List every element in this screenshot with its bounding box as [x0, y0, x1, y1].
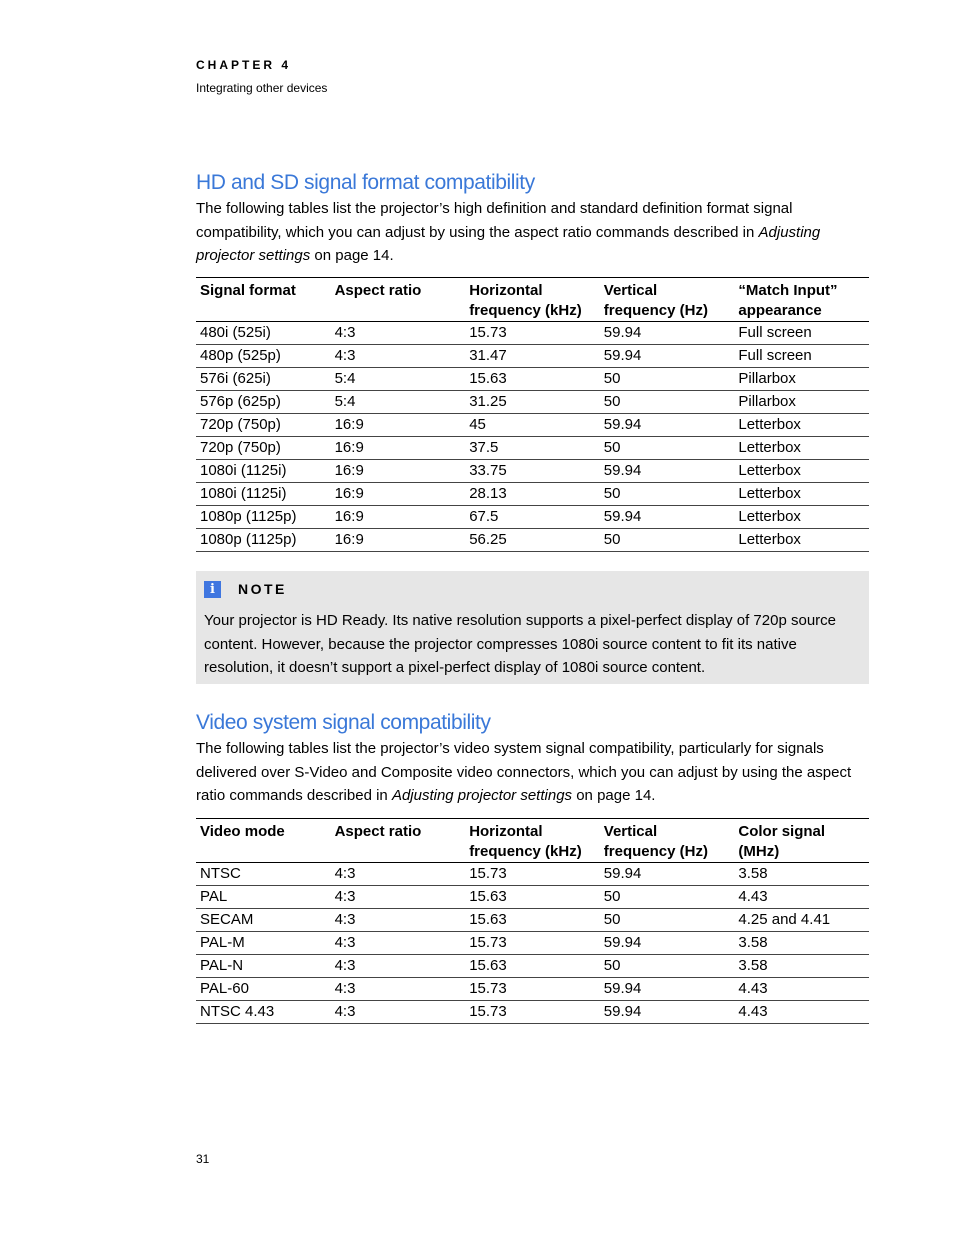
table-cell: PAL-60: [196, 978, 331, 1001]
cross-reference-link: Adjusting projector settings: [196, 223, 821, 264]
table-row: [196, 1001, 869, 1024]
table-cell: Pillarbox: [734, 368, 869, 391]
column-header: Vertical frequency (Hz): [600, 819, 735, 863]
table-cell: 15.63: [465, 955, 600, 978]
table-header-row: [196, 278, 869, 322]
table-cell: 4.43: [734, 978, 869, 1001]
table-cell: 59.94: [600, 932, 735, 955]
table-cell: SECAM: [196, 909, 331, 932]
table-cell: 4:3: [331, 932, 466, 955]
table-cell: 1080i (1125i): [196, 460, 331, 483]
table-row: [196, 506, 869, 529]
table-cell: 28.13: [465, 483, 600, 506]
table-cell: 1080i (1125i): [196, 483, 331, 506]
table-cell: 5:4: [331, 391, 466, 414]
table-cell: 4.43: [734, 886, 869, 909]
table-cell: 33.75: [465, 460, 600, 483]
table-row: [196, 483, 869, 506]
table-cell: 4:3: [331, 345, 466, 368]
table-cell: Letterbox: [734, 529, 869, 552]
table-cell: 15.63: [465, 886, 600, 909]
table-cell: 4.43: [734, 1001, 869, 1024]
column-header: Vertical frequency (Hz): [600, 278, 735, 322]
note-header: [204, 580, 861, 598]
table-cell: 59.94: [600, 414, 735, 437]
table-row: [196, 978, 869, 1001]
table-cell: 59.94: [600, 978, 735, 1001]
table-cell: 720p (750p): [196, 414, 331, 437]
table-cell: 4.25 and 4.41: [734, 909, 869, 932]
table-row: [196, 529, 869, 552]
table-cell: 50: [600, 529, 735, 552]
table-cell: 1080p (1125p): [196, 506, 331, 529]
table-cell: 4:3: [331, 1001, 466, 1024]
table-cell: 59.94: [600, 322, 735, 345]
table-cell: Full screen: [734, 345, 869, 368]
table-cell: 37.5: [465, 437, 600, 460]
table-cell: 4:3: [331, 863, 466, 886]
table-cell: Pillarbox: [734, 391, 869, 414]
table-header-row: [196, 819, 869, 863]
table-cell: 4:3: [331, 909, 466, 932]
table-row: [196, 909, 869, 932]
column-header: Signal format: [196, 278, 331, 322]
table-cell: 50: [600, 886, 735, 909]
table-cell: Letterbox: [734, 437, 869, 460]
table-cell: 15.63: [465, 909, 600, 932]
table-cell: 720p (750p): [196, 437, 331, 460]
hd-sd-table-wrapper: [196, 277, 869, 552]
table-cell: 50: [600, 391, 735, 414]
table-cell: 59.94: [600, 863, 735, 886]
page-number: 31: [196, 1152, 210, 1166]
column-header: “Match Input” appearance: [734, 278, 869, 322]
table-row: [196, 886, 869, 909]
table-cell: 4:3: [331, 978, 466, 1001]
section-intro: The following tables list the projector’s video system signal compatibility, particularly for signals delivered over S-Video and Composite video connectors, which you can adjust by using the aspect ratio commands described in Adjusting projector settings on page 14.: [196, 740, 852, 804]
column-header: Aspect ratio: [331, 819, 466, 863]
table-cell: NTSC: [196, 863, 331, 886]
table-cell: 50: [600, 909, 735, 932]
table-cell: 16:9: [331, 529, 466, 552]
table-cell: 45: [465, 414, 600, 437]
table-row: [196, 414, 869, 437]
table-cell: 15.73: [465, 1001, 600, 1024]
cross-reference-link: Adjusting projector settings: [391, 787, 573, 804]
table-cell: Letterbox: [734, 414, 869, 437]
table-cell: 576i (625i): [196, 368, 331, 391]
table-row: [196, 460, 869, 483]
table-cell: 16:9: [331, 414, 466, 437]
table-cell: 31.47: [465, 345, 600, 368]
table-row: [196, 345, 869, 368]
section-title: Video system signal compatibility: [196, 711, 491, 734]
column-header: Horizontal frequency (kHz): [465, 278, 600, 322]
note-box: [196, 571, 869, 684]
table-cell: 16:9: [331, 437, 466, 460]
table-cell: 3.58: [734, 932, 869, 955]
table-cell: 5:4: [331, 368, 466, 391]
section-video-system: [196, 711, 869, 808]
table-row: [196, 391, 869, 414]
info-icon: i: [204, 581, 221, 598]
table-cell: 15.73: [465, 322, 600, 345]
table-cell: 4:3: [331, 886, 466, 909]
table-row: [196, 322, 869, 345]
table-row: [196, 955, 869, 978]
table-body: [196, 863, 869, 1024]
video-table-wrapper: [196, 818, 869, 1024]
table-cell: Full screen: [734, 322, 869, 345]
table-row: [196, 368, 869, 391]
table-cell: Letterbox: [734, 506, 869, 529]
table-cell: 16:9: [331, 506, 466, 529]
table-cell: 480i (525i): [196, 322, 331, 345]
column-header: Video mode: [196, 819, 331, 863]
table-cell: 50: [600, 368, 735, 391]
column-header: Horizontal frequency (kHz): [465, 819, 600, 863]
note-title: NOTE: [238, 581, 287, 597]
table-cell: PAL: [196, 886, 331, 909]
table-body: [196, 322, 869, 552]
table-cell: 4:3: [331, 322, 466, 345]
chapter-subtitle: Integrating other devices: [196, 81, 328, 95]
table-cell: 67.5: [465, 506, 600, 529]
table-cell: 4:3: [331, 955, 466, 978]
table-cell: 480p (525p): [196, 345, 331, 368]
section-intro: The following tables list the projector’s high definition and standard definition format signal compatibility, which you can adjust by using the aspect ratio commands described in Adjusting projector settings on page 14.: [196, 200, 821, 264]
table-cell: 3.58: [734, 863, 869, 886]
table-cell: 59.94: [600, 1001, 735, 1024]
table-cell: 15.73: [465, 978, 600, 1001]
table-row: [196, 437, 869, 460]
table-cell: 50: [600, 437, 735, 460]
table-cell: PAL-M: [196, 932, 331, 955]
table-row: [196, 932, 869, 955]
column-header: Aspect ratio: [331, 278, 466, 322]
chapter-label: CHAPTER 4: [196, 58, 292, 72]
section-hd-sd: [196, 171, 869, 268]
table-cell: 3.58: [734, 955, 869, 978]
table-cell: PAL-N: [196, 955, 331, 978]
column-header: Color signal (MHz): [734, 819, 869, 863]
note-body: Your projector is HD Ready. Its native resolution supports a pixel-perfect display of 720p source content. However, because the projector compresses 1080i source content to fit its native resolution, it doesn’t support a pixel-perfect display of 1080i source content.: [204, 612, 836, 676]
table-cell: Letterbox: [734, 483, 869, 506]
section-title: HD and SD signal format compatibility: [196, 171, 535, 194]
table-row: [196, 863, 869, 886]
table-cell: 59.94: [600, 506, 735, 529]
table-cell: 15.73: [465, 932, 600, 955]
table-cell: 56.25: [465, 529, 600, 552]
table-cell: 15.63: [465, 368, 600, 391]
video-system-table: [196, 818, 869, 1024]
table-cell: 16:9: [331, 460, 466, 483]
table-cell: Letterbox: [734, 460, 869, 483]
table-cell: 16:9: [331, 483, 466, 506]
table-cell: 15.73: [465, 863, 600, 886]
table-cell: 31.25: [465, 391, 600, 414]
table-cell: 576p (625p): [196, 391, 331, 414]
table-cell: 50: [600, 955, 735, 978]
table-cell: 59.94: [600, 345, 735, 368]
table-cell: 1080p (1125p): [196, 529, 331, 552]
table-cell: NTSC 4.43: [196, 1001, 331, 1024]
hd-sd-signal-table: [196, 277, 869, 552]
table-cell: 50: [600, 483, 735, 506]
table-cell: 59.94: [600, 460, 735, 483]
